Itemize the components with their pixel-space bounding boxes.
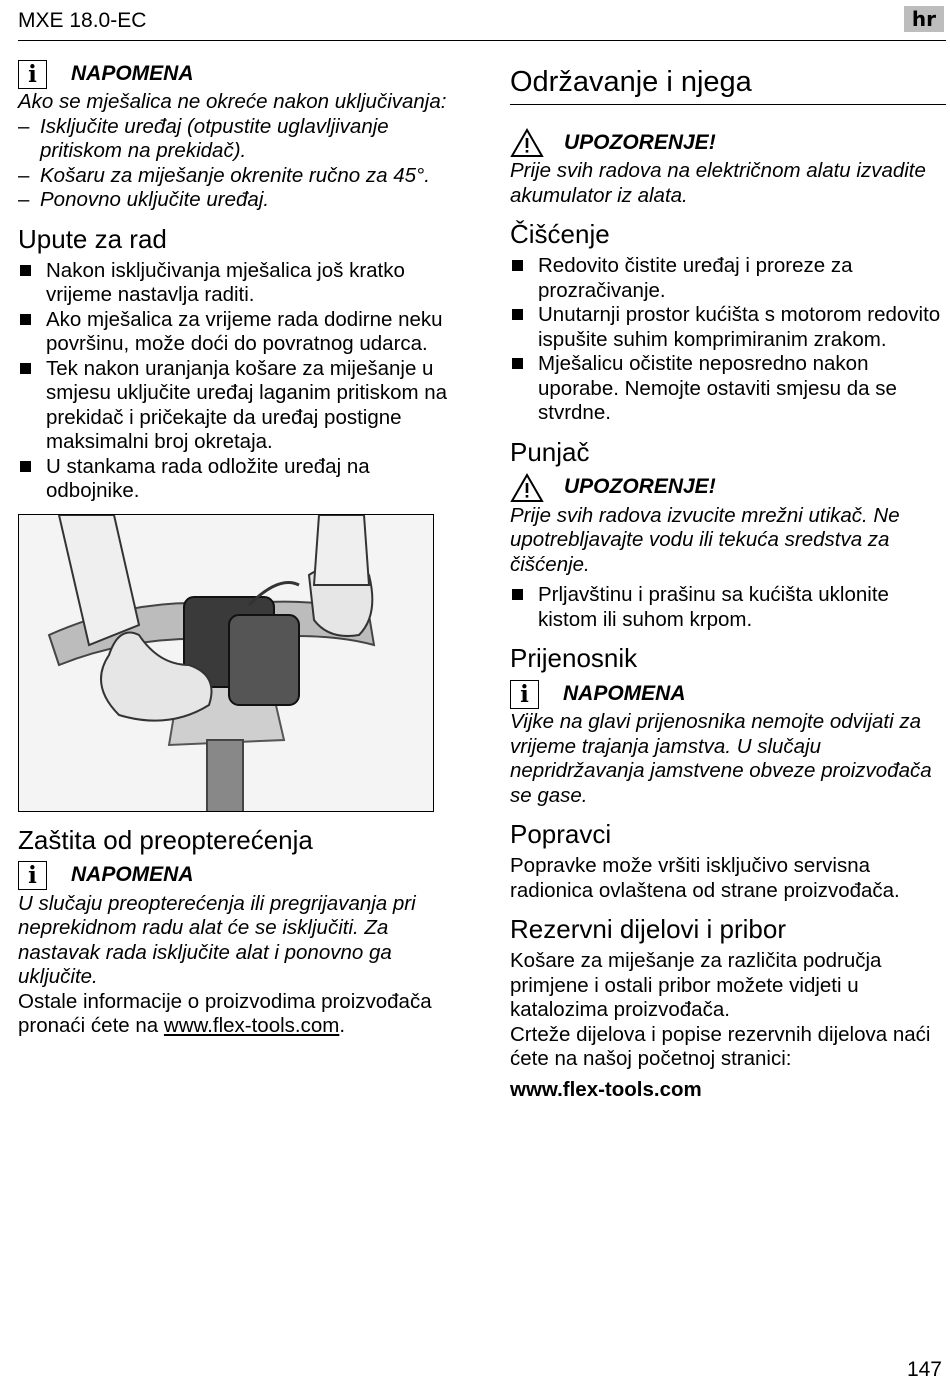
mixer-illustration [19,515,434,812]
list-item: Redovito čistite uređaj i proreze za prozračivanje. [510,254,946,303]
note-step: – Košaru za miješanje okrenite ručno za 45°. [18,164,466,189]
note-step: – Ponovno uključite uređaj. [18,188,466,213]
note-gearbox [510,678,946,808]
section-heading-usage: Upute za rad [18,223,167,254]
section-heading-cleaning: Čišćenje [510,219,610,249]
model-name: MXE 18.0-EC [18,9,147,32]
usage-list [18,259,466,504]
spare-parts-text: Košare za miješanje za različita područja primjene i ostali pribor možete vidjeti u katalozima proizvođača. [510,949,882,1021]
spare-parts-text-2: Crteže dijelova i popise rezervnih dijelova naći ćete na našoj početnoj stranici: [510,1022,931,1070]
warning-title: UPOZORENJE! [564,475,716,499]
section-heading-overload: Zaštita od preopterećenja [18,824,313,855]
warning-text: Prije svih radova na električnom alatu izvadite akumulator iz alata. [510,159,926,207]
cleaning-list [510,254,946,426]
website-link[interactable]: www.flex-tools.com [510,1077,702,1101]
note-title: NAPOMENA [71,61,194,85]
list-item: U stankama rada odložite uređaj na odbojnike. [18,455,466,504]
left-column [18,58,466,1039]
warning-icon [510,128,544,158]
language-tag: hr [904,6,944,32]
warning-text: Prije svih radova izvucite mrežni utikač. Ne upotrebljavajte vodu ili tekuća sredstva za čišćenje. [510,503,900,576]
website-link[interactable]: www.flex-tools.com [163,1014,340,1037]
info-icon: i [18,861,47,890]
list-item: Mješalicu očistite neposredno nakon uporabe. Nemojte ostaviti smjesu da se stvrdne. [510,352,946,426]
list-item: Unutarnji prostor kućišta s motorom redovito ispušite suhim komprimiranim zrakom. [510,303,946,352]
note-steps [18,115,466,213]
right-column [510,58,946,1102]
note-intro: Ako se mješalica ne okreće nakon uključivanja: [18,90,447,113]
warning-title: UPOZORENJE! [564,130,716,154]
page-header [18,0,946,41]
note-step: – Isključite uređaj (otpustite uglavljivanje pritiskom na prekidač). [18,115,466,164]
section-heading-spare-parts: Rezervni dijelovi i pribor [510,914,786,944]
list-item: Prljavštinu i prašinu sa kućišta uklonite kistom ili suhom krpom. [510,583,946,632]
charger-list [510,583,946,632]
link-suffix: . [339,1014,346,1037]
warning-icon [510,473,544,503]
list-item: Tek nakon uranjanja košare za miješanje u smjesu uključite uređaj laganim pritiskom na prekidač i pričekajte da uređaj postigne maksimalni broj okretaja. [18,357,466,455]
section-heading-repairs: Popravci [510,819,612,849]
warning-maintenance [510,127,946,208]
section-heading-gearbox: Prijenosnik [510,643,638,673]
page-number: 147 [906,1358,942,1381]
note-text: Vijke na glavi prijenosnika nemojte odvijati za vrijeme trajanja jamstva. U slučaju nepridržavanja jamstvene obveze proizvođača se gase. [510,710,932,807]
info-icon: i [510,680,539,709]
list-item: Ako mješalica za vrijeme rada dodirne neku površinu, može doći do povratnog udarca. [18,308,466,357]
repairs-text: Popravke može vršiti isključivo servisna radionica ovlaštena od strane proizvođača. [510,854,900,902]
section-heading-charger: Punjač [510,436,590,467]
note-start [18,58,466,213]
note-text: U slučaju preopterećenja ili pregrijavanja pri neprekidnom radu alat će se isključiti. Za nastavak rada isključite alat i ponovno ga uključite. [18,891,416,988]
note-overload [18,860,466,990]
more-info-text: Ostale informacije o proizvodima proizvođača pronaći ćete na [18,989,432,1037]
list-item: Nakon isključivanja mješalica još kratko vrijeme nastavlja raditi. [18,259,466,308]
section-heading-maintenance: Održavanje i njega [510,64,946,105]
note-title: NAPOMENA [71,863,194,887]
warning-charger [510,472,946,578]
usage-photo [18,514,434,812]
info-icon: i [18,60,47,89]
note-title: NAPOMENA [563,681,686,705]
